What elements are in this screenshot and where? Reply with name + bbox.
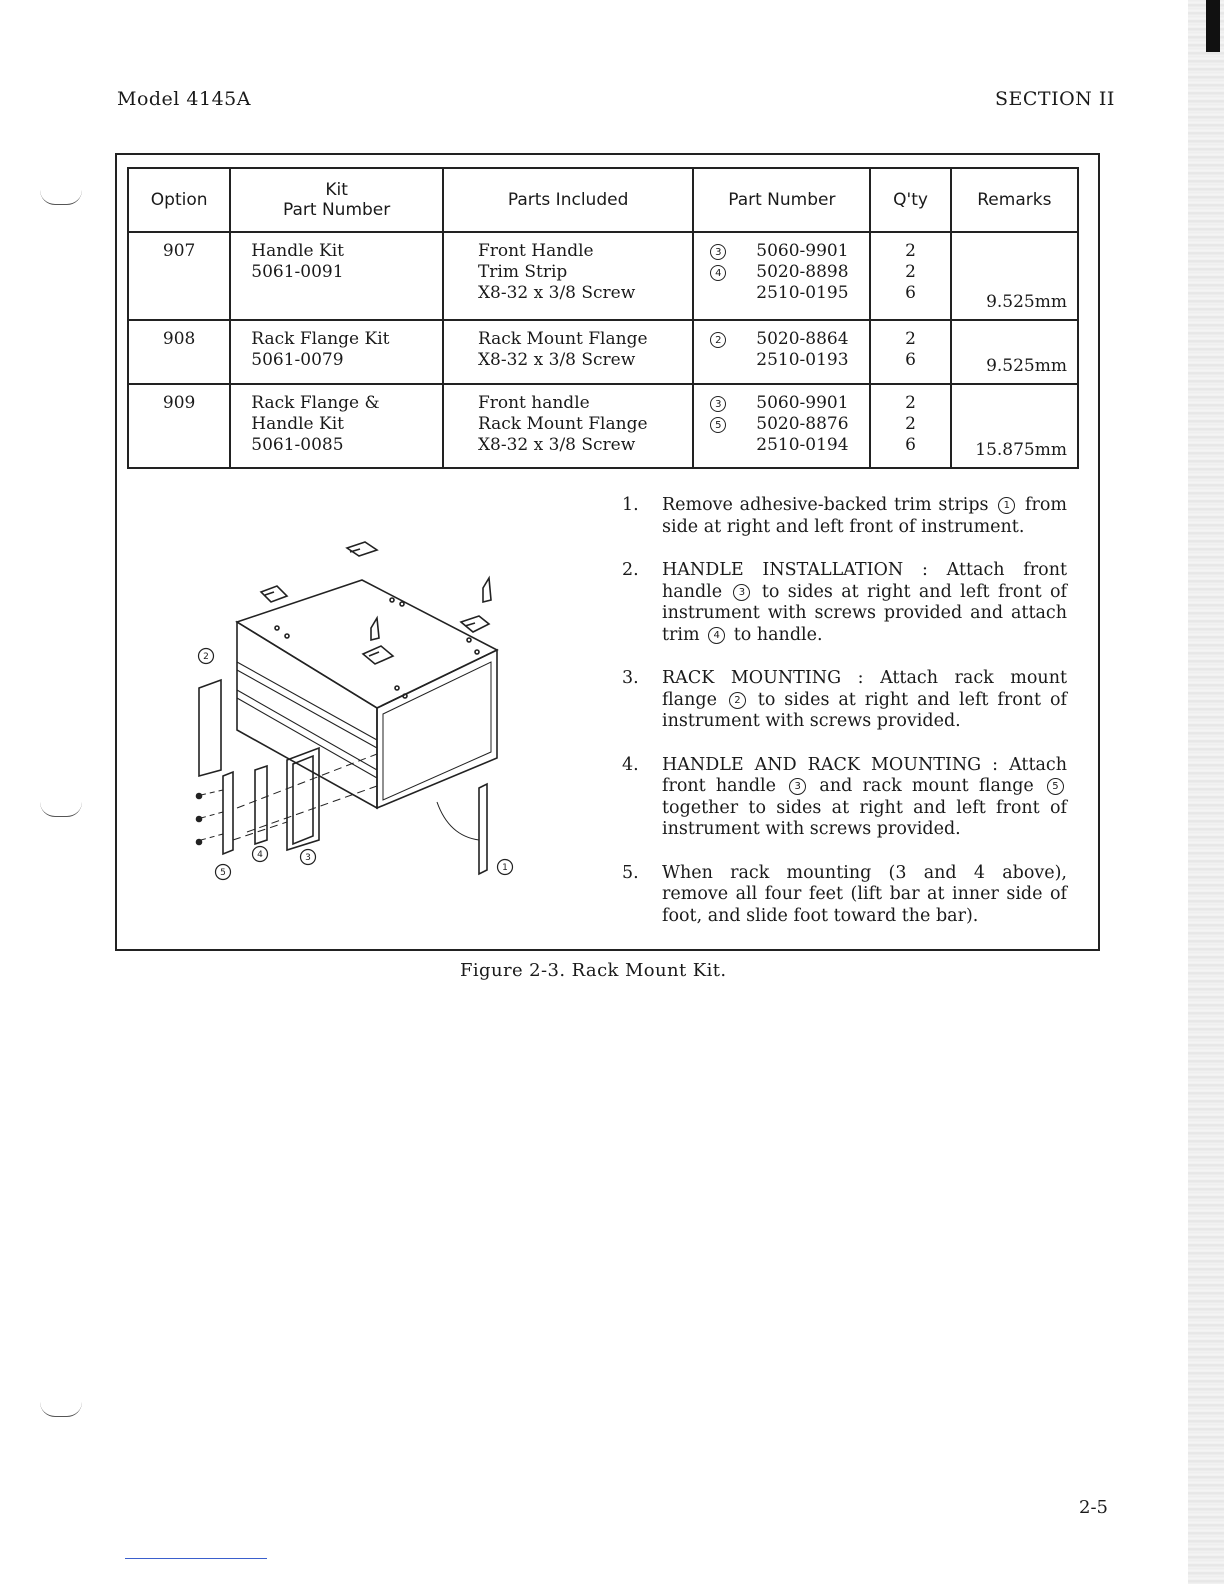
kit-line: 5061-0085 <box>251 435 344 455</box>
part-line: X8-32 x 3/8 Screw <box>477 283 636 303</box>
callout-5: 5 <box>220 868 226 878</box>
table-row <box>128 232 1078 320</box>
remarks-cell: 9.525mm <box>951 320 1078 384</box>
col-remarks: Remarks <box>951 168 1078 232</box>
ref-callout: 5 <box>710 417 726 433</box>
part-number-cell <box>693 320 870 384</box>
cabinet-front <box>377 650 497 808</box>
part-number: 5020-8898 <box>756 262 849 282</box>
option-cell: 909 <box>128 384 230 468</box>
kit-cell <box>230 232 443 320</box>
step-text-part: and rack mount flange <box>809 776 1044 796</box>
model-header: Model 4145A <box>117 88 251 110</box>
step-number: 5. <box>622 862 639 883</box>
scan-line <box>125 1558 267 1559</box>
ref-callout: 2 <box>729 692 746 709</box>
step-text-part: to sides at right and left front of instrument with screws provided and attach trim <box>662 581 1067 645</box>
binding-mark <box>40 802 82 817</box>
scan-bar <box>1206 0 1220 52</box>
col-option: Option <box>128 168 230 232</box>
qty-line: 2 <box>905 329 916 349</box>
binding-mark <box>40 190 82 205</box>
qty-line: 2 <box>905 262 916 282</box>
col-qty: Q'ty <box>870 168 950 232</box>
callout-4: 4 <box>257 850 263 860</box>
step-text <box>662 560 1067 646</box>
part-number-cell <box>693 384 870 468</box>
qty-line: 6 <box>905 350 916 370</box>
table-header-row <box>128 168 1078 232</box>
ref-callout: 3 <box>733 584 750 601</box>
kit-table <box>127 167 1079 469</box>
qty-cell <box>870 232 950 320</box>
step-text-part: to handle. <box>728 624 823 645</box>
part-line: X8-32 x 3/8 Screw <box>477 350 636 370</box>
scan-edge <box>1188 0 1224 1584</box>
ref-callout: 3 <box>789 778 806 795</box>
step-text-part: to sides at right and left front of instrument with screws provided. <box>662 689 1068 731</box>
part-number: 2510-0195 <box>756 283 849 303</box>
step-text-part: from side at right and left front of instrument. <box>662 495 1067 537</box>
qty-line: 2 <box>905 393 916 413</box>
ref-callout: 5 <box>1047 778 1064 795</box>
part-line: Front Handle <box>477 241 594 261</box>
kit-line: 5061-0079 <box>251 350 344 370</box>
remarks-cell: 15.875mm <box>951 384 1078 468</box>
qty-cell <box>870 320 950 384</box>
part-number: 5060-9901 <box>756 241 849 261</box>
part-line: Rack Mount Flange <box>477 329 648 349</box>
kit-cell <box>230 384 443 468</box>
step-text-part: together to sides at right and left front of instrument with screws provided. <box>662 797 1067 839</box>
kit-line: Rack Flange Kit <box>251 329 390 349</box>
kit-cell <box>230 320 443 384</box>
qty-line: 6 <box>905 435 916 455</box>
step-number: 1. <box>622 495 639 515</box>
table-row <box>128 320 1078 384</box>
callout-2: 2 <box>203 652 209 662</box>
figure-caption: Figure 2-3. Rack Mount Kit. <box>460 960 727 981</box>
qty-line: 2 <box>905 241 916 261</box>
ref-callout: 3 <box>710 244 726 260</box>
col-kit-part-number-text: Kit Part Number <box>282 180 391 220</box>
step-text-part: HANDLE INSTALLATION : Attach front handle <box>662 560 1067 602</box>
step-number: 4. <box>622 754 639 775</box>
step-4 <box>622 755 1072 841</box>
part-number: 5060-9901 <box>756 393 849 413</box>
part-line: X8-32 x 3/8 Screw <box>477 435 636 455</box>
part-line: Front handle <box>477 393 590 413</box>
step-text: When rack mounting (3 and 4 above), remove all four feet (lift bar at inner side of foot, and slide foot toward the bar). <box>662 862 1067 926</box>
figure-frame <box>115 153 1100 951</box>
remarks-cell: 9.525mm <box>951 232 1078 320</box>
col-kit-part-number <box>230 168 443 232</box>
kit-line: Rack Flange & <box>251 393 380 413</box>
step-number: 2. <box>622 560 639 580</box>
option-cell: 907 <box>128 232 230 320</box>
callout-3: 3 <box>305 853 311 863</box>
instruction-steps <box>622 495 1072 949</box>
col-parts-included: Parts Included <box>443 168 693 232</box>
kit-line: Handle Kit <box>251 241 344 261</box>
step-text <box>662 495 1067 538</box>
step-text <box>662 668 1067 733</box>
step-text-part: RACK MOUNTING : Attach rack mount flange <box>662 668 1067 710</box>
table-row <box>128 384 1078 468</box>
ref-callout: 1 <box>998 497 1015 514</box>
part-number: 2510-0193 <box>756 350 849 370</box>
step-text-part: Remove adhesive-backed trim strips <box>662 495 996 515</box>
step-number: 3. <box>622 668 639 688</box>
callout-1: 1 <box>502 863 508 873</box>
rack-flange <box>199 680 221 776</box>
col-part-number: Part Number <box>693 168 870 232</box>
binding-mark <box>40 1402 82 1417</box>
ref-callout: 4 <box>710 265 726 281</box>
kit-line: Handle Kit <box>251 414 344 434</box>
ref-callout: 4 <box>708 627 725 644</box>
step-2 <box>622 560 1072 646</box>
qty-line: 2 <box>905 414 916 434</box>
cabinet-side <box>237 622 377 808</box>
page-number: 2-5 <box>1079 1497 1108 1518</box>
part-line: Trim Strip <box>477 262 568 282</box>
step-text <box>662 755 1067 841</box>
rack-mount-drawing <box>187 540 547 885</box>
part-number: 5020-8864 <box>756 329 849 349</box>
part-line: Rack Mount Flange <box>477 414 648 434</box>
ref-callout: 2 <box>710 332 726 348</box>
cabinet-top <box>237 580 497 708</box>
kit-line: 5061-0091 <box>251 262 344 282</box>
parts-cell <box>443 320 693 384</box>
step-text-part: HANDLE AND RACK MOUNTING : Attach front handle <box>662 754 1067 796</box>
ref-callout: 3 <box>710 396 726 412</box>
option-cell: 908 <box>128 320 230 384</box>
qty-line: 6 <box>905 283 916 303</box>
qty-cell <box>870 384 950 468</box>
part-number: 5020-8876 <box>756 414 849 434</box>
section-header: SECTION II <box>995 88 1115 110</box>
step-5 <box>622 863 1072 928</box>
step-3 <box>622 668 1072 733</box>
parts-cell <box>443 232 693 320</box>
part-number-cell <box>693 232 870 320</box>
parts-cell <box>443 384 693 468</box>
part-number: 2510-0194 <box>756 435 849 455</box>
step-1 <box>622 495 1072 538</box>
